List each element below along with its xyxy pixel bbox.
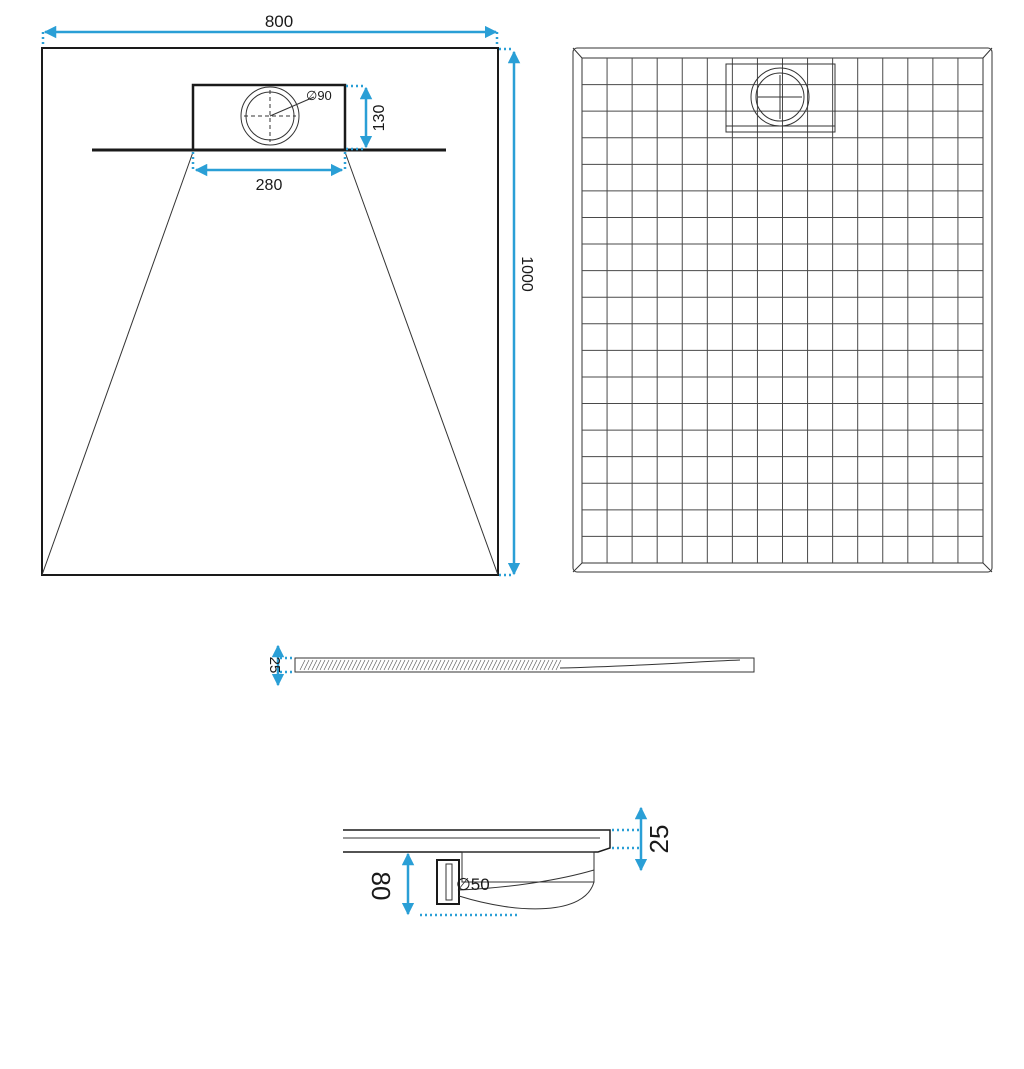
profile-thickness-label: 25 bbox=[266, 656, 283, 674]
hatch-line bbox=[492, 660, 497, 670]
hatch-line bbox=[500, 660, 505, 670]
hatch-line bbox=[444, 660, 449, 670]
hatch-line bbox=[404, 660, 409, 670]
hatch-line bbox=[496, 660, 501, 670]
detail-tray-edge bbox=[343, 830, 610, 852]
hatch-line bbox=[328, 660, 333, 670]
hatch-line bbox=[468, 660, 473, 670]
detail-outlet-diameter-label: ∅50 bbox=[456, 875, 490, 894]
hatch-line bbox=[448, 660, 453, 670]
top-view bbox=[42, 12, 535, 575]
hatch-line bbox=[372, 660, 377, 670]
hatch-line bbox=[416, 660, 421, 670]
channel-length-dimension-label: 280 bbox=[255, 177, 283, 194]
hatch-line bbox=[480, 660, 485, 670]
hatch-line bbox=[340, 660, 345, 670]
hatch-line bbox=[420, 660, 425, 670]
hatch-line bbox=[528, 660, 533, 670]
hatch-line bbox=[308, 660, 313, 670]
hatch-line bbox=[316, 660, 321, 670]
channel-depth-dimension-label: 130 bbox=[371, 104, 388, 132]
perspective-view bbox=[573, 48, 992, 572]
hatch-line bbox=[320, 660, 325, 670]
drain-diameter-label: ∅90 bbox=[306, 88, 332, 103]
hatch-line bbox=[368, 660, 373, 670]
detail-thickness-label: 25 bbox=[644, 824, 674, 854]
hatch-line bbox=[324, 660, 329, 670]
hatch-line bbox=[440, 660, 445, 670]
hatch-line bbox=[332, 660, 337, 670]
hatch-line bbox=[548, 660, 553, 670]
hatch-line bbox=[364, 660, 369, 670]
hatch-line bbox=[300, 660, 305, 670]
slope-line-right bbox=[345, 152, 498, 575]
hatch-line bbox=[476, 660, 481, 670]
hatch-line bbox=[436, 660, 441, 670]
hatch-line bbox=[348, 660, 353, 670]
profile-hatching bbox=[300, 660, 561, 670]
hatch-line bbox=[352, 660, 357, 670]
hatch-line bbox=[552, 660, 557, 670]
hatch-line bbox=[460, 660, 465, 670]
detail-height-label: 80 bbox=[366, 871, 396, 901]
hatch-line bbox=[380, 660, 385, 670]
hatch-line bbox=[520, 660, 525, 670]
hatch-line bbox=[524, 660, 529, 670]
hatch-line bbox=[544, 660, 549, 670]
hatch-line bbox=[424, 660, 429, 670]
hatch-line bbox=[312, 660, 317, 670]
hatch-line bbox=[396, 660, 401, 670]
hatch-line bbox=[536, 660, 541, 670]
drain-icon bbox=[241, 87, 314, 145]
hatch-line bbox=[304, 660, 309, 670]
hatch-line bbox=[508, 660, 513, 670]
hatch-line bbox=[344, 660, 349, 670]
hatch-line bbox=[516, 660, 521, 670]
length-dimension-label: 1000 bbox=[518, 256, 535, 292]
hatch-line bbox=[392, 660, 397, 670]
slope-line-left bbox=[42, 152, 193, 575]
hatch-line bbox=[556, 660, 561, 670]
drain-detail bbox=[343, 808, 674, 915]
hatch-line bbox=[412, 660, 417, 670]
hatch-line bbox=[532, 660, 537, 670]
hatch-line bbox=[408, 660, 413, 670]
hatch-line bbox=[540, 660, 545, 670]
hatch-line bbox=[452, 660, 457, 670]
hatch-line bbox=[388, 660, 393, 670]
hatch-line bbox=[336, 660, 341, 670]
perspective-drain-icon bbox=[751, 68, 809, 126]
hatch-line bbox=[488, 660, 493, 670]
width-dimension-label: 800 bbox=[264, 12, 294, 31]
tile-grid bbox=[582, 58, 983, 563]
hatch-line bbox=[428, 660, 433, 670]
hatch-line bbox=[360, 660, 365, 670]
hatch-line bbox=[456, 660, 461, 670]
side-profile bbox=[266, 646, 754, 685]
hatch-line bbox=[464, 660, 469, 670]
hatch-line bbox=[376, 660, 381, 670]
hatch-line bbox=[512, 660, 517, 670]
hatch-line bbox=[432, 660, 437, 670]
hatch-line bbox=[484, 660, 489, 670]
hatch-line bbox=[504, 660, 509, 670]
hatch-line bbox=[400, 660, 405, 670]
hatch-line bbox=[356, 660, 361, 670]
hatch-line bbox=[384, 660, 389, 670]
hatch-line bbox=[472, 660, 477, 670]
